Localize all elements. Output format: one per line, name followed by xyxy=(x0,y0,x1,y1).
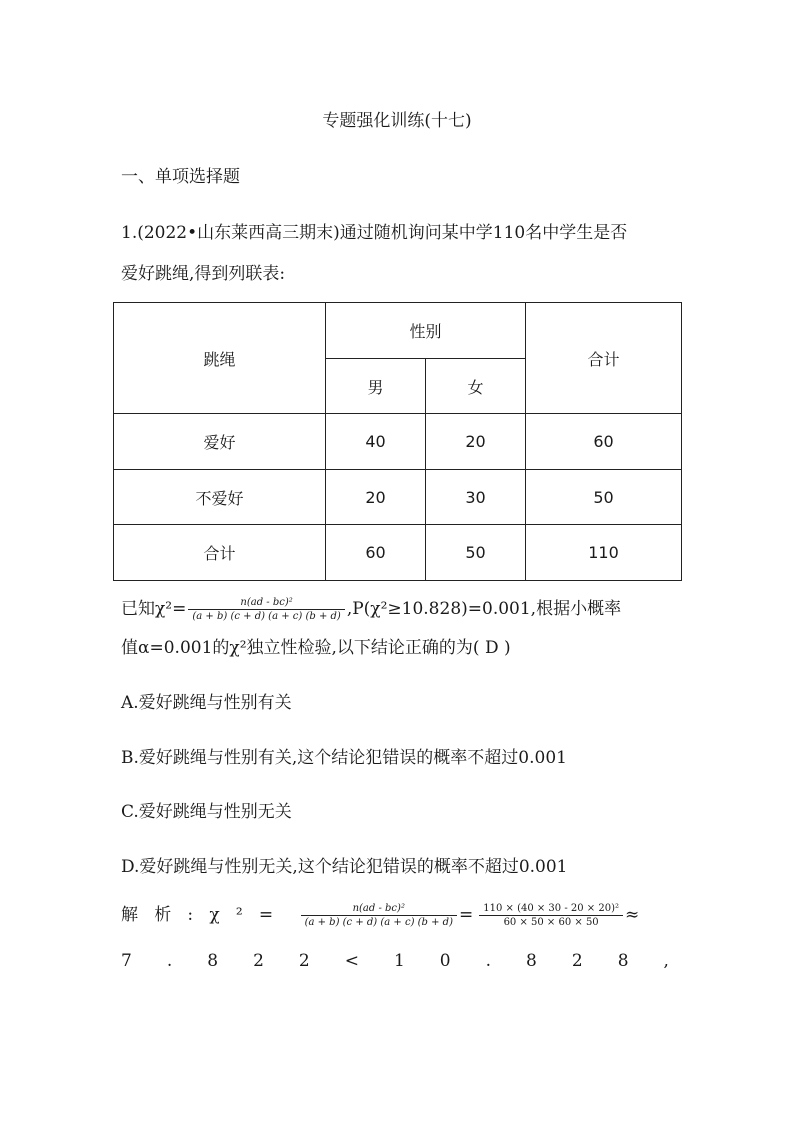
chi-square-fraction xyxy=(188,597,344,622)
option-d: D.爱好跳绳与性别无关,这个结论犯错误的概率不超过0.001 xyxy=(121,857,568,877)
cell-total: 50 xyxy=(526,470,682,525)
approx-sign: ≈ xyxy=(625,905,640,925)
solution-label: 解 析 : χ ² = xyxy=(121,905,274,925)
fraction-numerator: 110 × (40 × 30 - 20 × 20)² xyxy=(483,903,619,914)
header-male: 男 xyxy=(326,359,426,414)
result-char: . xyxy=(166,951,173,971)
formula-suffix: ,P(χ²≥10.828)=0.001,根据小概率 xyxy=(346,599,622,619)
header-jump-rope: 跳绳 xyxy=(114,303,326,414)
question-stem-line2: 爱好跳绳,得到列联表: xyxy=(121,264,286,284)
solution-line xyxy=(121,900,639,928)
cell-total: 60 xyxy=(526,414,682,470)
solution-result-line xyxy=(121,951,669,971)
result-char: 8 xyxy=(617,951,629,971)
page-title: 专题强化训练(十七) xyxy=(322,111,472,131)
option-a: A.爱好跳绳与性别有关 xyxy=(121,693,292,713)
fraction-denominator: (a + b) (c + d) (a + c) (b + d) xyxy=(301,915,457,928)
table-row xyxy=(114,414,682,470)
contingency-table xyxy=(113,302,682,581)
result-char: . xyxy=(485,951,492,971)
row-label: 合计 xyxy=(114,525,326,581)
question-stem-line1: 1.(2022•山东莱西高三期末)通过随机询问某中学110名中学生是否 xyxy=(121,223,628,243)
question-condition-line: 值α=0.001的χ²独立性检验,以下结论正确的为( D ) xyxy=(121,638,511,658)
cell-female: 20 xyxy=(426,414,526,470)
result-char: 8 xyxy=(526,951,537,971)
cell-female: 30 xyxy=(426,470,526,525)
cell-female: 50 xyxy=(426,525,526,581)
fraction-denominator: 60 × 50 × 60 × 50 xyxy=(479,915,623,928)
table-row xyxy=(114,470,682,525)
header-gender: 性别 xyxy=(326,303,526,359)
result-char: 7 xyxy=(121,951,132,971)
solution-fraction xyxy=(301,903,457,928)
result-char: 2 xyxy=(571,951,583,971)
formula-prefix: 已知χ²= xyxy=(121,599,187,619)
table-row xyxy=(114,525,682,581)
fraction-numerator: n(ad - bc)² xyxy=(352,903,405,914)
equals-sign: = xyxy=(459,905,474,925)
chi-square-formula-line xyxy=(121,594,621,622)
result-char: , xyxy=(663,951,669,971)
cell-male: 60 xyxy=(326,525,426,581)
header-female: 女 xyxy=(426,359,526,414)
cell-male: 40 xyxy=(326,414,426,470)
result-char: 2 xyxy=(298,951,310,971)
solution-numeric-fraction xyxy=(479,903,623,928)
row-label: 不爱好 xyxy=(114,470,326,525)
fraction-numerator: n(ad - bc)² xyxy=(240,597,293,608)
header-total: 合计 xyxy=(526,303,682,414)
result-char: 8 xyxy=(207,951,219,971)
fraction-denominator: (a + b) (c + d) (a + c) (b + d) xyxy=(188,609,344,622)
option-c: C.爱好跳绳与性别无关 xyxy=(121,802,292,822)
cell-total: 110 xyxy=(526,525,682,581)
result-char: 0 xyxy=(439,951,451,971)
cell-male: 20 xyxy=(326,470,426,525)
option-b: B.爱好跳绳与性别有关,这个结论犯错误的概率不超过0.001 xyxy=(121,748,567,768)
result-char: < xyxy=(344,951,359,971)
result-char: 1 xyxy=(393,951,405,971)
result-char: 2 xyxy=(253,951,264,971)
section-heading: 一、单项选择题 xyxy=(121,167,240,187)
row-label: 爱好 xyxy=(114,414,326,470)
